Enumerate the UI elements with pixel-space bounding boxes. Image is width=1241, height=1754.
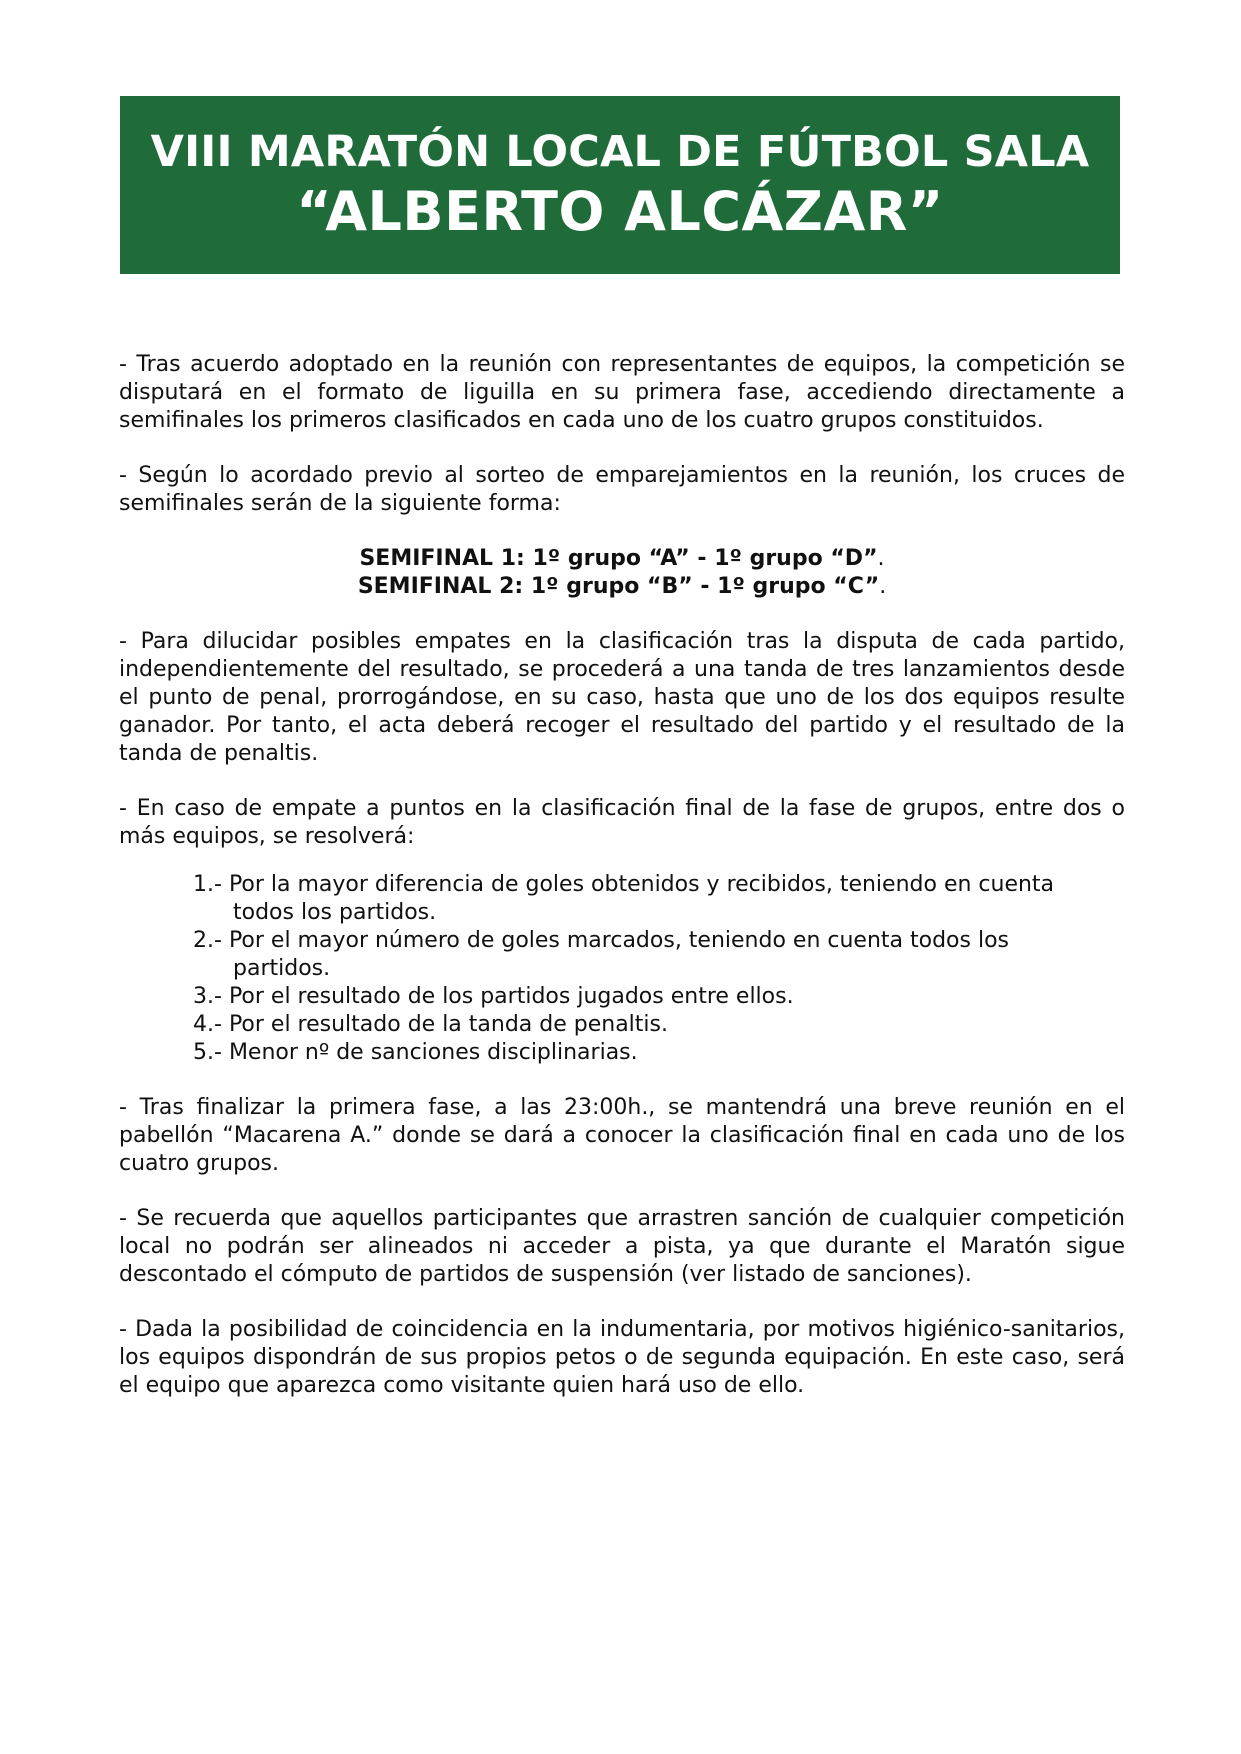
title-banner <box>120 96 1120 274</box>
semifinal-1: SEMIFINAL 1: 1º grupo “A” - 1º grupo “D”. <box>359 546 885 571</box>
criteria-text: Menor nº de sanciones disciplinarias. <box>228 1040 638 1065</box>
semifinal-list <box>119 545 1125 601</box>
paragraph-sanctions: - Se recuerda que aquellos participantes que arrastren sanción de cualquier competición local no podrán ser alineados ni acceder a pista, ya que durante el Maratón sigue descontado el cómputo de partidos de suspensión (ver listado de sanciones). <box>119 1206 1125 1287</box>
criteria-item <box>193 1039 1113 1067</box>
criteria-item <box>193 1011 1113 1039</box>
criteria-number: 4.- <box>193 1012 222 1037</box>
criteria-text: Por el mayor número de goles marcados, teniendo en cuenta todos los partidos. <box>228 928 1010 981</box>
semifinal-1-text: SEMIFINAL 1: 1º grupo “A” - 1º grupo “D” <box>359 546 878 571</box>
criteria-number: 1.- <box>193 872 222 897</box>
criteria-number: 5.- <box>193 1040 222 1065</box>
document-body <box>119 351 1125 1427</box>
criteria-text: Por el resultado de los partidos jugados entre ellos. <box>228 984 794 1009</box>
paragraph-semifinals-intro: - Según lo acordado previo al sorteo de emparejamientos en la reunión, los cruces de semifinales serán de la siguiente forma: <box>119 463 1125 516</box>
paragraph-tie-points: - En caso de empate a puntos en la clasificación final de la fase de grupos, entre dos o más equipos, se resolverá: <box>119 796 1125 849</box>
title-line-2: “ALBERTO ALCÁZAR” <box>296 180 944 243</box>
semifinal-2: SEMIFINAL 2: 1º grupo “B” - 1º grupo “C”. <box>357 574 887 599</box>
paragraph-meeting: - Tras finalizar la primera fase, a las 23:00h., se mantendrá una breve reunión en el pabellón “Macarena A.” donde se dará a conocer la clasificación final en cada uno de los cuatro grupos. <box>119 1095 1125 1176</box>
criteria-number: 2.- <box>193 928 222 953</box>
criteria-text: Por el resultado de la tanda de penaltis. <box>228 1012 668 1037</box>
paragraph-format: - Tras acuerdo adoptado en la reunión con representantes de equipos, la competición se disputará en el formato de liguilla en su primera fase, accediendo directamente a semifinales los primeros clasificados en cada uno de los cuatro grupos constituidos. <box>119 352 1125 433</box>
paragraph-tiebreak-penalties: - Para dilucidar posibles empates en la clasificación tras la disputa de cada partido, independientemente del resultado, se procederá a una tanda de tres lanzamientos desde el punto de penal, prorrogándose, en su caso, hasta que uno de los dos equipos resulte ganador. Por tanto, el acta deberá recoger el resultado del partido y el resultado de la tanda de penaltis. <box>119 629 1125 766</box>
criteria-item <box>193 871 1113 927</box>
semifinal-2-text: SEMIFINAL 2: 1º grupo “B” - 1º grupo “C” <box>357 574 880 599</box>
criteria-item <box>193 927 1113 983</box>
tiebreak-criteria-list <box>119 871 1125 1067</box>
paragraph-uniforms: - Dada la posibilidad de coincidencia en la indumentaria, por motivos higiénico-sanitarios, los equipos dispondrán de sus propios petos o de segunda equipación. En este caso, será el equipo que aparezca como visitante quien hará uso de ello. <box>119 1317 1125 1398</box>
title-line-1: VIII MARATÓN LOCAL DE FÚTBOL SALA <box>150 127 1090 177</box>
criteria-item <box>193 983 1113 1011</box>
criteria-text: Por la mayor diferencia de goles obtenidos y recibidos, teniendo en cuenta todos los partidos. <box>228 872 1055 925</box>
criteria-number: 3.- <box>193 984 222 1009</box>
